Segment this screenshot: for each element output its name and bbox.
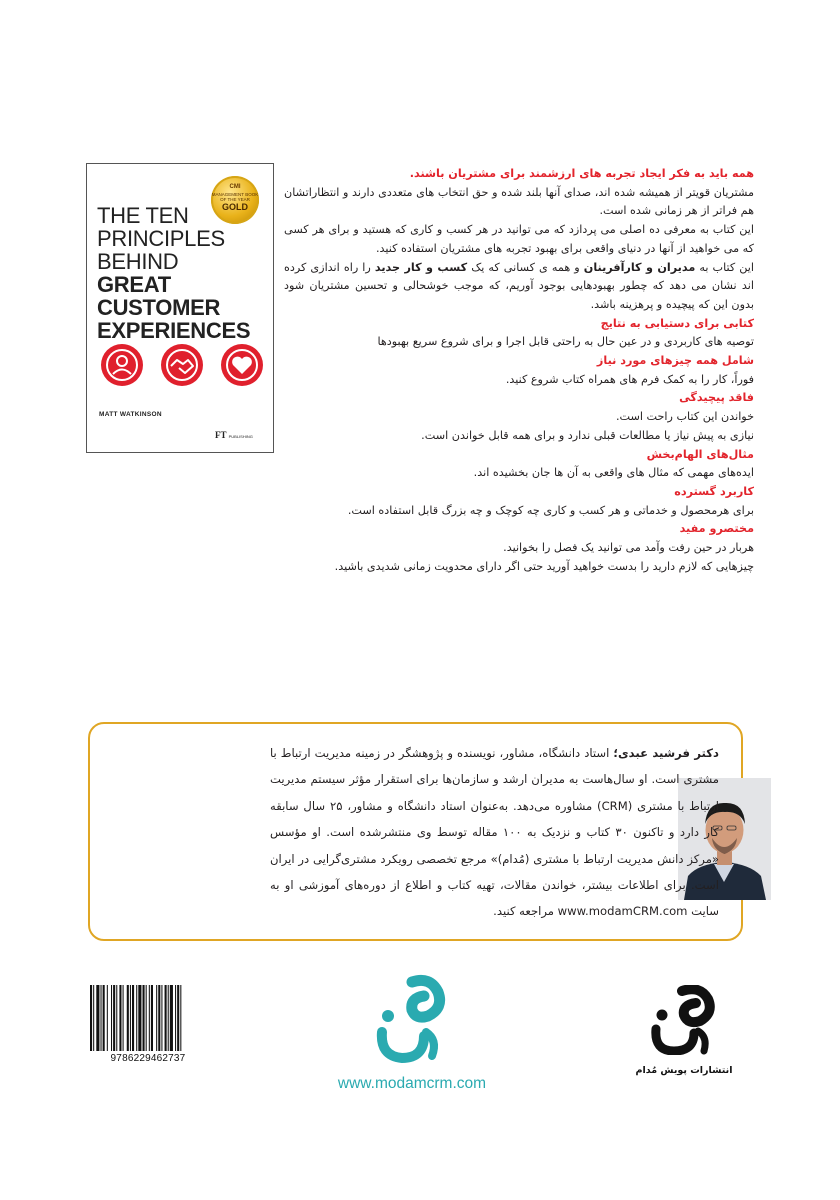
barcode-bar [111,985,112,1051]
text-run: این کتاب به [695,260,754,274]
barcode-bar [158,985,160,1051]
isbn-barcode [88,985,208,1065]
barcode-bar [132,985,134,1051]
text-run: را راه اندازی کرده اند نشان می دهد که چطور بهبودهایی بوجود آوریم، که موجب خوشحالی و تحسین مشتریان شود بدون این که پیچیده و پرهزینه باشد. [284,260,754,311]
publisher-mark-small: PUBLISHING [228,434,253,439]
barcode-bar [101,985,102,1051]
book-author: MATT WATKINSON [99,411,162,418]
author-bio-text [270,740,719,925]
barcode-bar [175,985,176,1051]
description-paragraph: این کتاب به معرفی ده اصلی می پردازد که می توانید در هر کسب و کاری که هستید و برای هر کسی که می خواهید از آنها در دنیای واقعی برای بهبود تجربه های مشتریان استفاده کنید. [284,223,754,255]
cover-icons [97,344,267,388]
barcode-bar [90,985,92,1051]
feature-line: برای هرمحصول و خدماتی و هر کسب و کاری چه کوچک و چه بزرگ قابل استفاده است. [347,503,754,517]
book-description [284,165,754,576]
barcode-bar [168,985,169,1051]
person-icon [101,344,143,386]
feature-heading: شامل همه چیزهای مورد نیاز [596,354,754,368]
feature-line: هربار در حین رفت وآمد می توانید یک فصل را بخوانید. [503,541,754,555]
barcode-bar [113,985,115,1051]
barcode-bar [151,985,153,1051]
barcode-bar [93,985,94,1051]
barcode-bar [165,985,167,1051]
barcode-bar [170,985,173,1051]
feature-heading: مختصرو مفید [679,522,754,536]
barcode-bar [96,985,99,1051]
badge-line3: GOLD [222,202,248,212]
publisher-mark-letters: FT [215,430,227,440]
author-bio-body: استاد دانشگاه، مشاور، نویسنده و پژوهشگر در زمینه مدیریت ارتباط با مشتری است. او سال‌هاست به مدیران ارشد و سازمان‌ها برای استقرار مؤثر سیستم مدیریت ارتباط با مشتری (CRM) مشاوره می‌دهد. به‌عنوان استاد دانشگاه و مشاور، ۲۵ سال سابقه کار دارد و تاکنون ۳۰ کتاب و نزدیک به ۱۰۰ مقاله توسط وی منتشرشده است. او مؤسس «مرکز دانش مدیریت ارتباط با مشتری (مُدام)» مرجع تخصصی رویکرد مشتری‌گرایی در ایران است. برای اطلاعات بیشتر، خواندن مقالات، تهیه کتاب و اطلاع از دوره‌های آموزشی او به سایت www.modamCRM.com مراجعه کنید. [270,746,720,919]
publisher-mark [215,430,253,440]
barcode-bar [119,985,121,1051]
publisher-logo [648,985,720,1055]
feature-heading: کاربرد گسترده [674,484,754,498]
barcode-bar [143,985,145,1051]
handshake-icon [161,344,203,386]
isbn-number: 9786229462737 [110,1053,186,1064]
barcode-bar [156,985,157,1051]
author-name: دکتر فرشید عبدی؛ [613,746,719,760]
book-title-line: PRINCIPLES [97,226,225,251]
barcode-bar [161,985,162,1051]
author-bio-box [88,722,743,941]
feature-line: توصیه های کاربردی و در عین حال به راحتی قابل اجرا و برای شروع سریع بهبودها [377,335,754,349]
barcode-bar [149,985,150,1051]
book-title-line: THE TEN [97,203,189,228]
description-paragraph: مشتریان قویتر از همیشه شده اند، صدای آنها بلند شده و حق انتخاب های متعددی دارند و انتظاراتشان هم فراتر از هر زمانی شده است. [284,185,754,218]
barcode-bar [116,985,117,1051]
book-title-line: CUSTOMER [97,295,221,320]
barcode-bar [123,985,124,1051]
book-title-line: EXPERIENCES [97,318,251,343]
bold-phrase: کسب و کار جدید [374,260,468,274]
lead-sentence: همه باید به فکر ایجاد تجربه های ارزشمند برای مشتریان باشند. [409,167,754,180]
book-cover-thumbnail [86,163,274,453]
badge-line2: MANAGEMENT BOOK OF THE YEAR [211,192,259,202]
website-url[interactable]: www.modamcrm.com [337,1075,487,1092]
badge-line1: CMI [229,184,241,190]
barcode-bar [177,985,179,1051]
barcode-bar [107,985,108,1051]
barcode-bar [180,985,181,1051]
barcode-bar [136,985,137,1051]
barcode-bar [138,985,141,1051]
feature-line: ایده‌های مهمی که مثال های واقعی به آن ها جان بخشیده اند. [473,466,754,480]
feature-heading: مثال‌های الهام‌بخش [646,447,754,461]
barcode-bars [88,985,208,1051]
bold-phrase: مدیران و کارآفرینان [583,260,696,274]
book-title-line: BEHIND [97,249,179,274]
modam-logo [372,972,448,1070]
feature-line: خواندن این کتاب راحت است. [615,410,754,424]
publisher-name: انتشارات پویش مُدام [635,1065,733,1076]
text-run: و همه ی کسانی که یک [467,260,584,274]
feature-line: چیزهایی که لازم دارید را بدست خواهید آورید حتی اگر دارای محدویت زمانی شدیدی باشید. [334,559,754,573]
feature-line: فوراً، کار را به کمک فرم های همراه کتاب شروع کنید. [505,372,754,386]
barcode-bar [146,985,147,1051]
barcode-bar [127,985,129,1051]
feature-heading: کتابی برای دستیابی به نتایج [600,316,754,330]
feature-line: نیازی به پیش نیاز یا مطالعات قبلی ندارد و برای همه قابل خواندن است. [421,428,754,442]
barcode-bar [103,985,105,1051]
book-title [97,204,267,342]
heart-icon [221,344,263,386]
description-paragraph [284,259,754,315]
book-title-line: GREAT [97,272,171,297]
feature-heading: فاقد پیچیدگی [679,391,754,405]
barcode-bar [130,985,131,1051]
